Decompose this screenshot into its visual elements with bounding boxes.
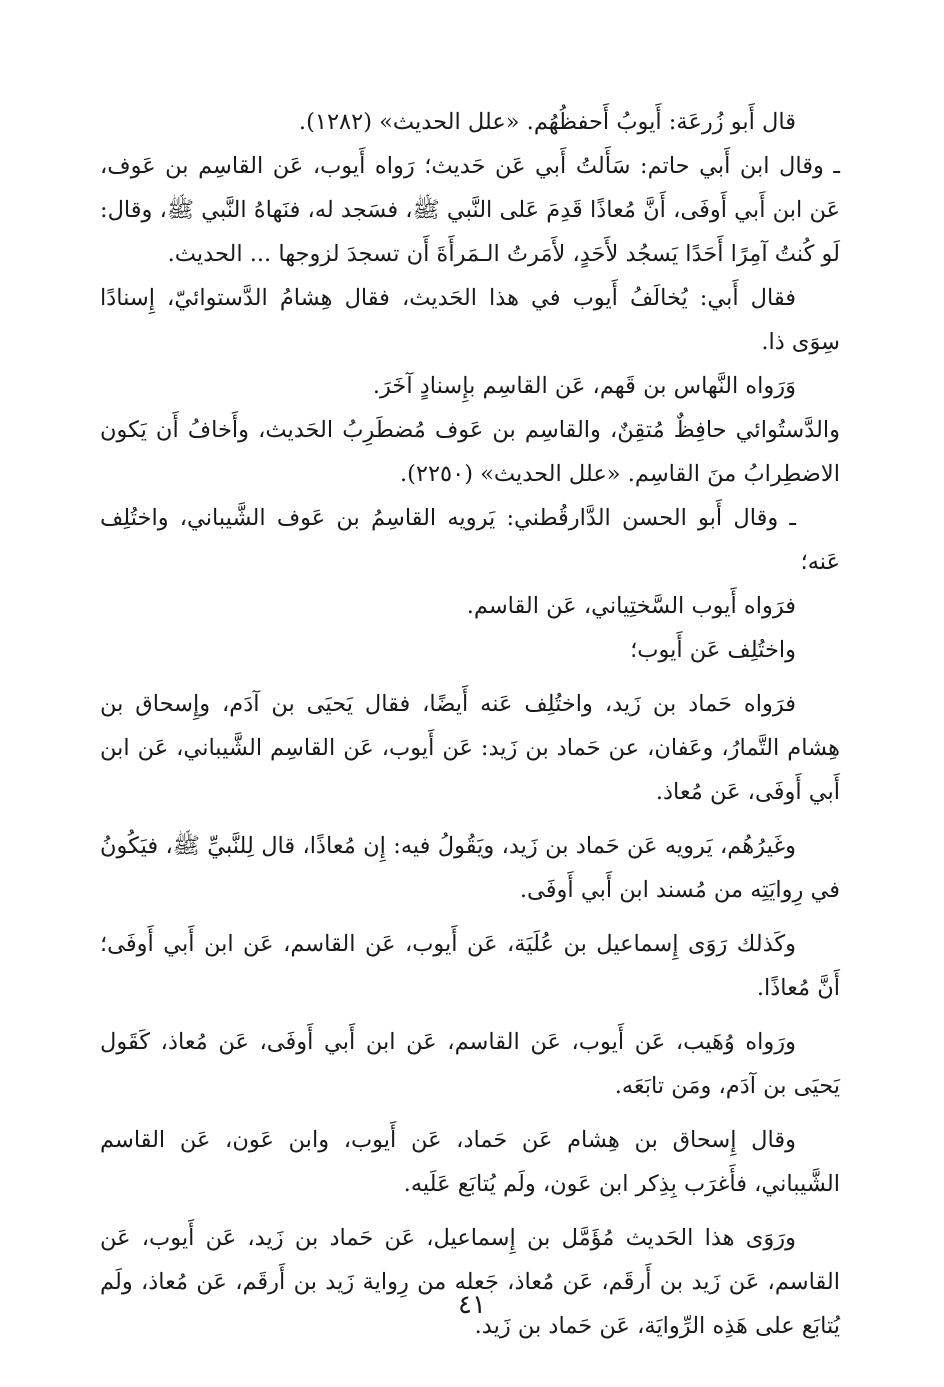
paragraph-8: واختُلِف عَن أَيوب؛ bbox=[630, 637, 796, 663]
paragraph-2: ـ وقال ابن أَبي حاتم: سَأَلتُ أَبي عَن حَديث؛ رَواه أَيوب، عَن القاسِم بن عَوف، عَن ابن أَبي أَوفَى، أَنَّ مُعاذًا قَدِمَ عَلى النَّبي ﷺ، فسَجد له، فنَهاهُ النَّبي ﷺ، وقال: لَو كُنتُ آمِرًا أَحَدًا يَسجُد لأَحَدٍ، لأَمَرتُ الـمَرأَةَ أَن تسجدَ لزوجها ... الحديث. bbox=[100, 153, 840, 267]
paragraph-9: فرَواه حَماد بن زَيد، واختُلِف عَنه أَيضًا، فقال يَحيَى بن آدَم، وإِسحاق بن هِشام التَّمارُ، وعَفان، عن حَماد بن زَيد: عَن أَيوب، عَن القاسِم الشَّيباني، عَن ابن أَبي أَوفَى، عَن مُعاذ. bbox=[100, 691, 840, 805]
paragraph-5: والدَّستُوائي حافِظٌ مُتقِنٌ، والقاسِم بن عَوف مُضطَرِبُ الحَديث، وأَخافُ أَن يَكون الاضطِرابُ منَ القاسِم. «علل الحديث» (٢٢٥٠). bbox=[100, 417, 840, 487]
paragraph-13: وقال إِسحاق بن هِشام عَن حَماد، عَن أَيوب، وابن عَون، عَن القاسم الشَّيباني، فأَغرَب بِذِكر ابن عَون، ولَم يُتابَع عَلَيه. bbox=[100, 1127, 840, 1197]
paragraph-11: وكَذلك رَوَى إِسماعيل بن عُلَيَة، عَن أَيوب، عَن القاسم، عَن ابن أَبي أَوفَى؛ أَنَّ مُعاذًا. bbox=[100, 931, 840, 1001]
paragraph-10: وغَيرُهُم، يَرويه عَن حَماد بن زَيد، ويَقُولُ فيه: إِن مُعاذًا، قال لِلنَّبيِّ ﷺ، فيَكُونُ في رِوايَتِه من مُسند ابن أَبي أَوفَى. bbox=[100, 833, 840, 903]
paragraph-3: فقال أَبي: يُخالَفُ أَيوب في هذا الحَديث، فقال هِشامُ الدَّستوائيّ، إِسنادًا سِوَى ذا. bbox=[100, 285, 840, 355]
paragraph-14: ورَوَى هذا الحَديث مُؤَمَّل بن إِسماعيل، عَن حَماد بن زَيد، عَن أَيوب، عَن القاسم، عَن زَيد بن أَرقَم، عَن مُعاذ، جَعله من رِواية زَيد بن أَرقَم، عَن مُعاذ، ولَم يُتابَع على هَذِه الرِّوايَة، عَن حَماد بن زَيد. bbox=[100, 1225, 840, 1339]
page-number: ٤١ bbox=[458, 1290, 486, 1320]
paragraph-1: قال أَبو زُرعَة: أَيوبُ أَحفظُهُم. «علل الحديث» (١٢٨٢). bbox=[298, 109, 796, 135]
paragraph-6: ـ وقال أَبو الحسن الدَّارقُطني: يَرويه القاسِمُ بن عَوف الشَّيباني، واختُلِف عَنه؛ bbox=[100, 505, 840, 575]
paragraph-4: وَرَواه النَّهاس بن قَهم، عَن القاسِم بإِسنادٍ آخَرَ. bbox=[372, 373, 796, 399]
page-body bbox=[100, 100, 840, 1348]
paragraph-7: فرَواه أَيوب السَّختِياني، عَن القاسم. bbox=[466, 593, 796, 619]
paragraph-12: ورَواه وُهَيب، عَن أَيوب، عَن القاسم، عَن ابن أَبي أَوفَى، عَن مُعاذ، كَقَول يَحيَى بن آدَم، ومَن تابَعَه. bbox=[100, 1029, 840, 1099]
